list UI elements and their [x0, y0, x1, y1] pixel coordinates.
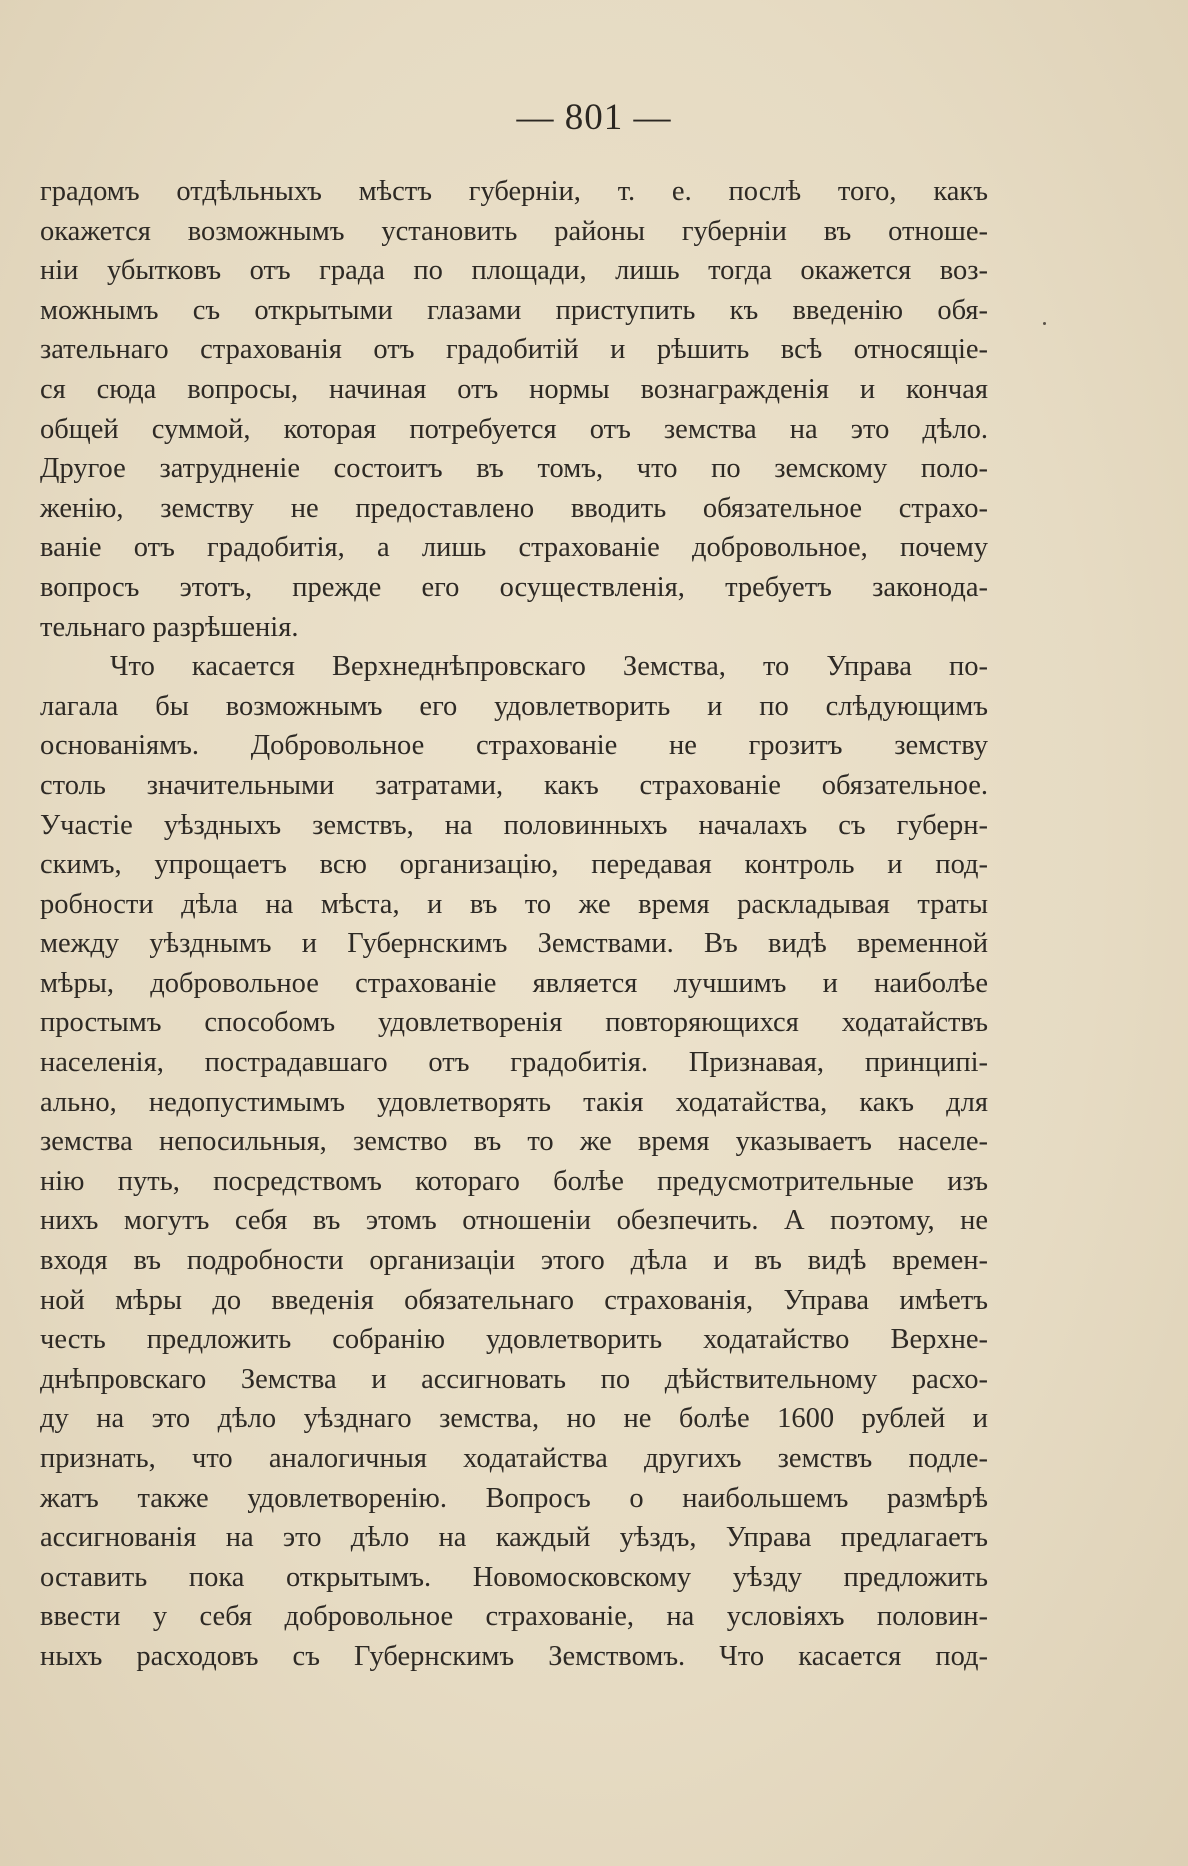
text-line: скимъ, упрощаетъ всю организацію, передавая контроль и под-: [40, 849, 988, 881]
text-line: основаніямъ. Добровольное страхованіе не грозитъ земству: [40, 730, 988, 762]
text-line: мѣры, добровольное страхованіе является лучшимъ и наиболѣе: [40, 967, 988, 999]
text-line: ассигнованія на это дѣло на каждый уѣздъ, Управа предлагаетъ: [40, 1522, 988, 1554]
text-line: вопросъ этотъ, прежде его осуществленія, требуетъ законода-: [40, 571, 988, 603]
text-line: честь предложить собранію удовлетворить ходатайство Верхне-: [40, 1324, 988, 1356]
margin-mark: [1043, 322, 1046, 325]
text-line: жатъ также удовлетворенію. Вопросъ о наибольшемъ размѣрѣ: [40, 1482, 988, 1514]
text-line: признать, что аналогичныя ходатайства другихъ земствъ подле-: [40, 1443, 988, 1474]
text-line: земства непосильныя, земство въ то же время указываетъ населе-: [40, 1126, 988, 1158]
text-line: простымъ способомъ удовлетворенія повторяющихся ходатайствъ: [40, 1007, 988, 1039]
text-line: населенія, пострадавшаго отъ градобитія. Признавая, принципі-: [40, 1047, 988, 1079]
text-line: робности дѣла на мѣста, и въ то же время раскладывая траты: [40, 888, 988, 920]
text-line: градомъ отдѣльныхъ мѣстъ губерніи, т. е. послѣ того, какъ: [40, 176, 988, 207]
text-line: ныхъ расходовъ съ Губернскимъ Земствомъ. Что касается под-: [40, 1640, 988, 1672]
text-line: входя въ подробности организаціи этого дѣла и въ видѣ времен-: [40, 1245, 988, 1277]
text-line: ной мѣры до введенія обязательнаго страхованія, Управа имѣетъ: [40, 1284, 988, 1316]
text-line: нію путь, посредствомъ котораго болѣе предусмотрительные изъ: [40, 1165, 988, 1197]
text-line: Что касается Верхнеднѣпровскаго Земства, то Управа по-: [110, 651, 988, 683]
text-line: ду на это дѣло уѣзднаго земства, но не болѣе 1600 рублей и: [40, 1403, 988, 1435]
text-line: тельнаго разрѣшенія.: [40, 611, 299, 643]
text-line: женію, земству не предоставлено вводить обязательное страхо-: [40, 492, 988, 524]
text-line: окажется возможнымъ установить районы губерніи въ отноше-: [40, 215, 988, 247]
text-line: лагала бы возможнымъ его удовлетворить и по слѣдующимъ: [40, 690, 988, 722]
text-line: ніи убытковъ отъ града по площади, лишь тогда окажется воз-: [40, 255, 988, 287]
body-text: [40, 172, 988, 1677]
text-line: ваніе отъ градобитія, а лишь страхованіе добровольное, почему: [40, 532, 988, 564]
text-line: между уѣзднымъ и Губернскимъ Земствами. Въ видѣ временной: [40, 928, 988, 960]
text-line: ввести у себя добровольное страхованіе, на условіяхъ половин-: [40, 1601, 988, 1633]
text-line: можнымъ съ открытыми глазами приступить къ введенію обя-: [40, 294, 988, 326]
text-line: ся сюда вопросы, начиная отъ нормы вознагражденія и кончая: [40, 373, 988, 405]
text-line: Другое затрудненіе состоитъ въ томъ, что по земскому поло-: [40, 453, 988, 485]
page-number: — 801 —: [516, 97, 672, 138]
text-line: оставить пока открытымъ. Новомосковскому уѣзду предложить: [40, 1561, 988, 1593]
text-line: зательнаго страхованія отъ градобитій и рѣшить всѣ относящіе-: [40, 334, 988, 366]
text-line: нихъ могутъ себя въ этомъ отношеніи обезпечить. А поэтому, не: [40, 1205, 988, 1237]
text-line: Участіе уѣздныхъ земствъ, на половинныхъ началахъ съ губерн-: [40, 809, 988, 841]
text-line: столь значительными затратами, какъ страхованіе обязательное.: [40, 769, 988, 801]
text-line: общей суммой, которая потребуется отъ земства на это дѣло.: [40, 413, 988, 445]
text-line: ально, недопустимымъ удовлетворять такія ходатайства, какъ для: [40, 1086, 988, 1118]
text-line: днѣпровскаго Земства и ассигновать по дѣйствительному расхо-: [40, 1363, 988, 1395]
